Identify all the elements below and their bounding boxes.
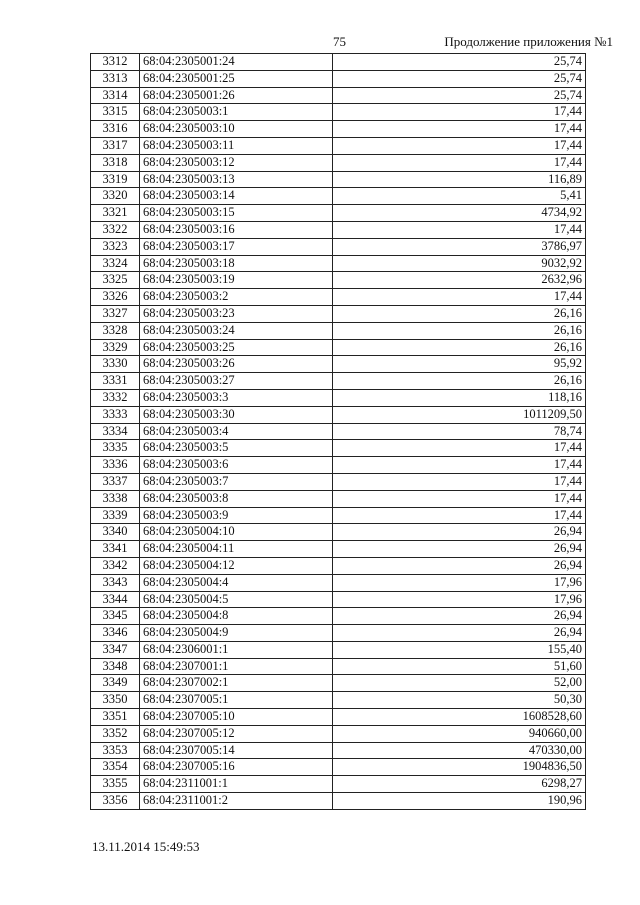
row-number-cell: 3344: [91, 591, 140, 608]
table-row: [91, 557, 586, 574]
value-cell: 26,94: [333, 524, 586, 541]
cadastral-number-cell: 68:04:2305004:11: [140, 541, 333, 558]
cadastral-value-table: [90, 53, 586, 810]
cadastral-number-cell: 68:04:2307002:1: [140, 675, 333, 692]
value-cell: 17,44: [333, 104, 586, 121]
row-number-cell: 3333: [91, 406, 140, 423]
value-cell: 26,16: [333, 339, 586, 356]
cadastral-number-cell: 68:04:2305003:16: [140, 221, 333, 238]
value-cell: 95,92: [333, 356, 586, 373]
cadastral-number-cell: 68:04:2305003:6: [140, 457, 333, 474]
table-row: [91, 70, 586, 87]
row-number-cell: 3346: [91, 625, 140, 642]
row-number-cell: 3316: [91, 121, 140, 138]
value-cell: 17,44: [333, 507, 586, 524]
value-cell: 17,44: [333, 289, 586, 306]
cadastral-number-cell: 68:04:2305003:8: [140, 490, 333, 507]
cadastral-number-cell: 68:04:2305003:19: [140, 272, 333, 289]
cadastral-number-cell: 68:04:2306001:1: [140, 641, 333, 658]
row-number-cell: 3334: [91, 423, 140, 440]
value-cell: 50,30: [333, 692, 586, 709]
row-number-cell: 3347: [91, 641, 140, 658]
table-row: [91, 137, 586, 154]
row-number-cell: 3352: [91, 725, 140, 742]
cadastral-number-cell: 68:04:2305001:26: [140, 87, 333, 104]
cadastral-number-cell: 68:04:2305003:26: [140, 356, 333, 373]
row-number-cell: 3326: [91, 289, 140, 306]
value-cell: 26,94: [333, 541, 586, 558]
cadastral-number-cell: 68:04:2305004:4: [140, 574, 333, 591]
row-number-cell: 3335: [91, 440, 140, 457]
row-number-cell: 3329: [91, 339, 140, 356]
value-cell: 4734,92: [333, 205, 586, 222]
cadastral-number-cell: 68:04:2305003:15: [140, 205, 333, 222]
cadastral-number-cell: 68:04:2305004:10: [140, 524, 333, 541]
table-row: [91, 457, 586, 474]
cadastral-number-cell: 68:04:2305004:12: [140, 557, 333, 574]
value-cell: 26,94: [333, 625, 586, 642]
table-row: [91, 221, 586, 238]
table-row: [91, 608, 586, 625]
cadastral-number-cell: 68:04:2305003:2: [140, 289, 333, 306]
row-number-cell: 3324: [91, 255, 140, 272]
row-number-cell: 3340: [91, 524, 140, 541]
cadastral-number-cell: 68:04:2305003:9: [140, 507, 333, 524]
row-number-cell: 3355: [91, 776, 140, 793]
cadastral-number-cell: 68:04:2305003:5: [140, 440, 333, 457]
value-cell: 25,74: [333, 87, 586, 104]
cadastral-number-cell: 68:04:2305003:14: [140, 188, 333, 205]
value-cell: 51,60: [333, 658, 586, 675]
value-cell: 17,44: [333, 221, 586, 238]
table-row: [91, 406, 586, 423]
value-cell: 26,16: [333, 322, 586, 339]
table-row: [91, 776, 586, 793]
value-cell: 78,74: [333, 423, 586, 440]
table-row: [91, 305, 586, 322]
table-row: [91, 373, 586, 390]
table-row: [91, 574, 586, 591]
cadastral-number-cell: 68:04:2311001:2: [140, 793, 333, 810]
value-cell: 25,74: [333, 54, 586, 71]
table-row: [91, 742, 586, 759]
value-cell: 17,96: [333, 591, 586, 608]
cadastral-number-cell: 68:04:2307005:12: [140, 725, 333, 742]
row-number-cell: 3349: [91, 675, 140, 692]
table-row: [91, 188, 586, 205]
row-number-cell: 3351: [91, 709, 140, 726]
value-cell: 17,44: [333, 121, 586, 138]
row-number-cell: 3322: [91, 221, 140, 238]
row-number-cell: 3354: [91, 759, 140, 776]
table-row: [91, 205, 586, 222]
cadastral-number-cell: 68:04:2305003:3: [140, 389, 333, 406]
table-row: [91, 541, 586, 558]
value-cell: 26,16: [333, 305, 586, 322]
table-row: [91, 238, 586, 255]
row-number-cell: 3342: [91, 557, 140, 574]
table-row: [91, 154, 586, 171]
value-cell: 1608528,60: [333, 709, 586, 726]
row-number-cell: 3318: [91, 154, 140, 171]
table-body: [91, 54, 586, 810]
cadastral-number-cell: 68:04:2305001:25: [140, 70, 333, 87]
cadastral-number-cell: 68:04:2307001:1: [140, 658, 333, 675]
value-cell: 470330,00: [333, 742, 586, 759]
cadastral-number-cell: 68:04:2305003:18: [140, 255, 333, 272]
value-cell: 17,44: [333, 154, 586, 171]
row-number-cell: 3350: [91, 692, 140, 709]
row-number-cell: 3332: [91, 389, 140, 406]
table-row: [91, 289, 586, 306]
row-number-cell: 3348: [91, 658, 140, 675]
row-number-cell: 3345: [91, 608, 140, 625]
value-cell: 17,44: [333, 457, 586, 474]
row-number-cell: 3336: [91, 457, 140, 474]
table-row: [91, 759, 586, 776]
row-number-cell: 3338: [91, 490, 140, 507]
row-number-cell: 3328: [91, 322, 140, 339]
table-row: [91, 507, 586, 524]
table-row: [91, 121, 586, 138]
value-cell: 17,96: [333, 574, 586, 591]
table-row: [91, 473, 586, 490]
table-row: [91, 625, 586, 642]
table-row: [91, 322, 586, 339]
table-row: [91, 339, 586, 356]
row-number-cell: 3343: [91, 574, 140, 591]
table-row: [91, 524, 586, 541]
value-cell: 26,94: [333, 557, 586, 574]
cadastral-number-cell: 68:04:2305003:30: [140, 406, 333, 423]
cadastral-number-cell: 68:04:2305003:7: [140, 473, 333, 490]
table-row: [91, 709, 586, 726]
table-row: [91, 87, 586, 104]
table-row: [91, 54, 586, 71]
value-cell: 118,16: [333, 389, 586, 406]
row-number-cell: 3339: [91, 507, 140, 524]
row-number-cell: 3330: [91, 356, 140, 373]
value-cell: 52,00: [333, 675, 586, 692]
row-number-cell: 3353: [91, 742, 140, 759]
value-cell: 17,44: [333, 137, 586, 154]
cadastral-number-cell: 68:04:2305003:24: [140, 322, 333, 339]
page-header-title: Продолжение приложения №1: [444, 34, 613, 49]
value-cell: 190,96: [333, 793, 586, 810]
table-row: [91, 725, 586, 742]
row-number-cell: 3323: [91, 238, 140, 255]
cadastral-number-cell: 68:04:2305001:24: [140, 54, 333, 71]
table-row: [91, 389, 586, 406]
cadastral-number-cell: 68:04:2305003:11: [140, 137, 333, 154]
value-cell: 1011209,50: [333, 406, 586, 423]
row-number-cell: 3341: [91, 541, 140, 558]
value-cell: 116,89: [333, 171, 586, 188]
row-number-cell: 3337: [91, 473, 140, 490]
cadastral-number-cell: 68:04:2305004:9: [140, 625, 333, 642]
table-row: [91, 356, 586, 373]
cadastral-number-cell: 68:04:2305003:4: [140, 423, 333, 440]
cadastral-number-cell: 68:04:2311001:1: [140, 776, 333, 793]
cadastral-number-cell: 68:04:2305003:10: [140, 121, 333, 138]
value-cell: 25,74: [333, 70, 586, 87]
value-cell: 26,16: [333, 373, 586, 390]
cadastral-number-cell: 68:04:2305003:27: [140, 373, 333, 390]
cadastral-number-cell: 68:04:2307005:10: [140, 709, 333, 726]
cadastral-number-cell: 68:04:2305003:13: [140, 171, 333, 188]
row-number-cell: 3325: [91, 272, 140, 289]
table-row: [91, 658, 586, 675]
row-number-cell: 3331: [91, 373, 140, 390]
row-number-cell: 3320: [91, 188, 140, 205]
cadastral-number-cell: 68:04:2305004:5: [140, 591, 333, 608]
value-cell: 17,44: [333, 490, 586, 507]
value-cell: 3786,97: [333, 238, 586, 255]
value-cell: 9032,92: [333, 255, 586, 272]
table-row: [91, 423, 586, 440]
cadastral-number-cell: 68:04:2305004:8: [140, 608, 333, 625]
value-cell: 1904836,50: [333, 759, 586, 776]
table-row: [91, 675, 586, 692]
row-number-cell: 3327: [91, 305, 140, 322]
table-row: [91, 171, 586, 188]
row-number-cell: 3315: [91, 104, 140, 121]
cadastral-number-cell: 68:04:2307005:14: [140, 742, 333, 759]
cadastral-number-cell: 68:04:2305003:1: [140, 104, 333, 121]
value-cell: 26,94: [333, 608, 586, 625]
row-number-cell: 3321: [91, 205, 140, 222]
table-row: [91, 641, 586, 658]
cadastral-number-cell: 68:04:2305003:12: [140, 154, 333, 171]
value-cell: 6298,27: [333, 776, 586, 793]
table-row: [91, 692, 586, 709]
cadastral-number-cell: 68:04:2305003:25: [140, 339, 333, 356]
table-row: [91, 255, 586, 272]
timestamp: 13.11.2014 15:49:53: [92, 839, 200, 854]
value-cell: 2632,96: [333, 272, 586, 289]
cadastral-number-cell: 68:04:2305003:17: [140, 238, 333, 255]
table-row: [91, 793, 586, 810]
table-row: [91, 104, 586, 121]
page-number: 75: [333, 34, 346, 49]
value-cell: 940660,00: [333, 725, 586, 742]
value-cell: 155,40: [333, 641, 586, 658]
table-row: [91, 440, 586, 457]
row-number-cell: 3314: [91, 87, 140, 104]
value-cell: 17,44: [333, 473, 586, 490]
row-number-cell: 3319: [91, 171, 140, 188]
table-row: [91, 490, 586, 507]
value-cell: 17,44: [333, 440, 586, 457]
value-cell: 5,41: [333, 188, 586, 205]
table-row: [91, 591, 586, 608]
row-number-cell: 3312: [91, 54, 140, 71]
row-number-cell: 3313: [91, 70, 140, 87]
cadastral-number-cell: 68:04:2307005:1: [140, 692, 333, 709]
cadastral-number-cell: 68:04:2307005:16: [140, 759, 333, 776]
row-number-cell: 3356: [91, 793, 140, 810]
cadastral-number-cell: 68:04:2305003:23: [140, 305, 333, 322]
table-row: [91, 272, 586, 289]
row-number-cell: 3317: [91, 137, 140, 154]
